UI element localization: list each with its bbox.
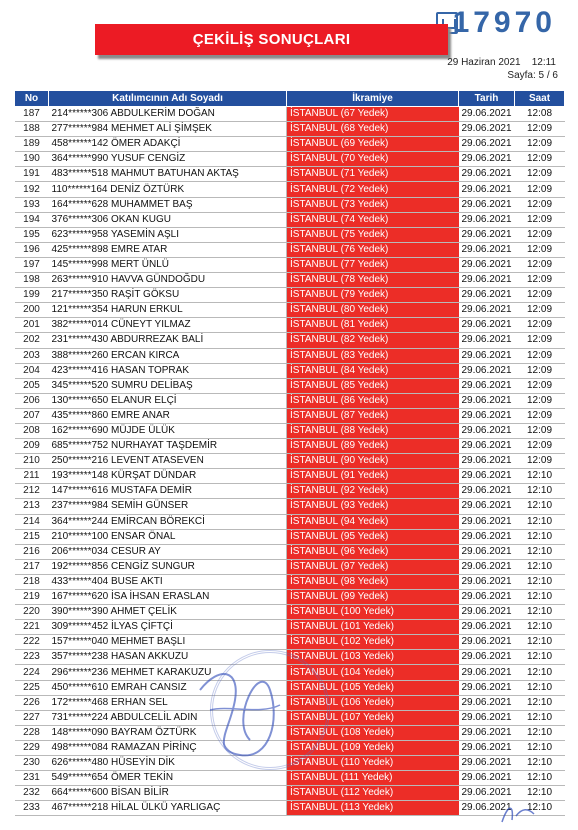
row-date: 29.06.2021 (459, 514, 515, 529)
row-prize: İSTANBUL (101 Yedek) (287, 620, 459, 635)
row-time: 12:09 (515, 227, 565, 242)
print-date: 29 Haziran 2021 (447, 57, 521, 68)
table-row (15, 167, 565, 182)
row-time: 12:09 (515, 122, 565, 137)
row-participant: 110******164 DENİZ ÖZTÜRK (49, 182, 287, 197)
row-no: 216 (15, 544, 49, 559)
row-participant: 390******390 AHMET ÇELİK (49, 605, 287, 620)
table-row (15, 137, 565, 152)
row-time: 12:09 (515, 182, 565, 197)
table-row (15, 574, 565, 589)
table-row (15, 529, 565, 544)
row-prize: İSTANBUL (86 Yedek) (287, 393, 459, 408)
row-no: 232 (15, 786, 49, 801)
print-time: 12:11 (531, 57, 556, 68)
row-participant: 147******616 MUSTAFA DEMİR (49, 484, 287, 499)
row-prize: İSTANBUL (81 Yedek) (287, 318, 459, 333)
row-no: 204 (15, 363, 49, 378)
row-participant: 731******224 ABDULCELİL ADIN (49, 710, 287, 725)
row-participant: 549******654 ÖMER TEKİN (49, 771, 287, 786)
row-prize: İSTANBUL (85 Yedek) (287, 378, 459, 393)
row-time: 12:10 (515, 605, 565, 620)
row-participant: 498******084 RAMAZAN PİRİNÇ (49, 740, 287, 755)
row-date: 29.06.2021 (459, 212, 515, 227)
row-participant: 277******984 MEHMET ALİ ŞİMŞEK (49, 122, 287, 137)
signature-mark (180, 660, 300, 770)
row-prize: İSTANBUL (94 Yedek) (287, 514, 459, 529)
table-row (15, 273, 565, 288)
row-prize: İSTANBUL (77 Yedek) (287, 257, 459, 272)
row-participant: 623******958 YASEMİN AŞLI (49, 227, 287, 242)
row-date: 29.06.2021 (459, 227, 515, 242)
row-no: 230 (15, 756, 49, 771)
row-date: 29.06.2021 (459, 771, 515, 786)
table-row (15, 242, 565, 257)
row-date: 29.06.2021 (459, 756, 515, 771)
row-participant: 210******100 ENSAR ÖNAL (49, 529, 287, 544)
column-header-prize: İkramiye (287, 91, 459, 107)
row-date: 29.06.2021 (459, 695, 515, 710)
row-participant: 376******306 OKAN KUGU (49, 212, 287, 227)
row-participant: 388******260 ERCAN KIRCA (49, 348, 287, 363)
row-prize: İSTANBUL (106 Yedek) (287, 695, 459, 710)
row-time: 12:10 (515, 756, 565, 771)
row-prize: İSTANBUL (110 Yedek) (287, 756, 459, 771)
row-time: 12:09 (515, 378, 565, 393)
row-participant: 192******856 CENGİZ SUNGUR (49, 559, 287, 574)
row-participant: 237******984 SEMİH GÜNSER (49, 499, 287, 514)
row-time: 12:10 (515, 786, 565, 801)
row-time: 12:10 (515, 680, 565, 695)
row-date: 29.06.2021 (459, 740, 515, 755)
row-prize: İSTANBUL (108 Yedek) (287, 725, 459, 740)
row-no: 222 (15, 635, 49, 650)
row-no: 213 (15, 499, 49, 514)
row-time: 12:10 (515, 801, 565, 816)
row-participant: 145******998 MERT ÜNLÜ (49, 257, 287, 272)
row-no: 218 (15, 574, 49, 589)
table-row (15, 484, 565, 499)
row-date: 29.06.2021 (459, 635, 515, 650)
table-row (15, 514, 565, 529)
initials-mark (500, 802, 540, 826)
row-no: 223 (15, 650, 49, 665)
row-time: 12:09 (515, 348, 565, 363)
row-prize: İSTANBUL (69 Yedek) (287, 137, 459, 152)
row-participant: 157******040 MEHMET BAŞLI (49, 635, 287, 650)
row-prize: İSTANBUL (83 Yedek) (287, 348, 459, 363)
row-date: 29.06.2021 (459, 242, 515, 257)
table-row (15, 801, 565, 816)
row-prize: İSTANBUL (102 Yedek) (287, 635, 459, 650)
row-prize: İSTANBUL (104 Yedek) (287, 665, 459, 680)
row-date: 29.06.2021 (459, 378, 515, 393)
row-prize: İSTANBUL (84 Yedek) (287, 363, 459, 378)
row-prize: İSTANBUL (67 Yedek) (287, 107, 459, 122)
row-participant: 162******690 MÜJDE ÜLÜK (49, 423, 287, 438)
row-prize: İSTANBUL (80 Yedek) (287, 303, 459, 318)
row-date: 29.06.2021 (459, 393, 515, 408)
row-no: 193 (15, 197, 49, 212)
row-date: 29.06.2021 (459, 786, 515, 801)
row-time: 12:09 (515, 242, 565, 257)
row-participant: 250******216 LEVENT ATASEVEN (49, 454, 287, 469)
row-time: 12:09 (515, 257, 565, 272)
row-no: 188 (15, 122, 49, 137)
row-time: 12:10 (515, 665, 565, 680)
row-prize: İSTANBUL (97 Yedek) (287, 559, 459, 574)
row-participant: 214******306 ABDULKERİM DOĞAN (49, 107, 287, 122)
row-date: 29.06.2021 (459, 499, 515, 514)
row-time: 12:09 (515, 167, 565, 182)
row-no: 196 (15, 242, 49, 257)
row-date: 29.06.2021 (459, 590, 515, 605)
row-no: 221 (15, 620, 49, 635)
row-prize: İSTANBUL (73 Yedek) (287, 197, 459, 212)
row-prize: İSTANBUL (99 Yedek) (287, 590, 459, 605)
row-no: 211 (15, 469, 49, 484)
row-time: 12:10 (515, 695, 565, 710)
row-no: 197 (15, 257, 49, 272)
table-row (15, 771, 565, 786)
row-time: 12:09 (515, 273, 565, 288)
row-no: 224 (15, 665, 49, 680)
row-no: 205 (15, 378, 49, 393)
row-no: 202 (15, 333, 49, 348)
row-date: 29.06.2021 (459, 544, 515, 559)
row-time: 12:09 (515, 212, 565, 227)
row-no: 228 (15, 725, 49, 740)
row-prize: İSTANBUL (96 Yedek) (287, 544, 459, 559)
row-date: 29.06.2021 (459, 469, 515, 484)
row-participant: 357******238 HASAN AKKUZU (49, 650, 287, 665)
row-participant: 231******430 ABDURREZAK BALİ (49, 333, 287, 348)
page-indicator: Sayfa: 5 / 6 (507, 70, 558, 81)
table-row (15, 605, 565, 620)
row-time: 12:09 (515, 439, 565, 454)
row-date: 29.06.2021 (459, 182, 515, 197)
row-prize: İSTANBUL (111 Yedek) (287, 771, 459, 786)
row-time: 12:09 (515, 393, 565, 408)
row-time: 12:10 (515, 484, 565, 499)
row-participant: 193******148 KÜRŞAT DÜNDAR (49, 469, 287, 484)
row-no: 229 (15, 740, 49, 755)
row-prize: İSTANBUL (95 Yedek) (287, 529, 459, 544)
row-date: 29.06.2021 (459, 801, 515, 816)
row-date: 29.06.2021 (459, 408, 515, 423)
row-time: 12:10 (515, 590, 565, 605)
row-time: 12:09 (515, 137, 565, 152)
row-prize: İSTANBUL (98 Yedek) (287, 574, 459, 589)
row-date: 29.06.2021 (459, 650, 515, 665)
row-no: 220 (15, 605, 49, 620)
row-prize: İSTANBUL (78 Yedek) (287, 273, 459, 288)
row-prize: İSTANBUL (107 Yedek) (287, 710, 459, 725)
row-date: 29.06.2021 (459, 710, 515, 725)
row-participant: 626******480 HÜSEYİN DİK (49, 756, 287, 771)
row-no: 187 (15, 107, 49, 122)
row-participant: 483******518 MAHMUT BATUHAN AKTAŞ (49, 167, 287, 182)
row-time: 12:09 (515, 288, 565, 303)
row-prize: İSTANBUL (112 Yedek) (287, 786, 459, 801)
row-no: 208 (15, 423, 49, 438)
row-date: 29.06.2021 (459, 605, 515, 620)
row-prize: İSTANBUL (91 Yedek) (287, 469, 459, 484)
row-time: 12:09 (515, 423, 565, 438)
table-row (15, 439, 565, 454)
row-time: 12:09 (515, 454, 565, 469)
row-no: 200 (15, 303, 49, 318)
row-participant: 664******600 BİSAN BİLİR (49, 786, 287, 801)
row-time: 12:10 (515, 574, 565, 589)
row-no: 191 (15, 167, 49, 182)
table-row (15, 423, 565, 438)
table-row (15, 197, 565, 212)
row-no: 215 (15, 529, 49, 544)
row-date: 29.06.2021 (459, 197, 515, 212)
row-time: 12:10 (515, 469, 565, 484)
row-prize: İSTANBUL (113 Yedek) (287, 801, 459, 816)
row-no: 192 (15, 182, 49, 197)
row-participant: 172******468 ERHAN SEL (49, 695, 287, 710)
table-row (15, 107, 565, 122)
table-row (15, 152, 565, 167)
row-prize: İSTANBUL (72 Yedek) (287, 182, 459, 197)
table-row (15, 786, 565, 801)
table-row (15, 333, 565, 348)
row-time: 12:10 (515, 650, 565, 665)
row-participant: 382******014 CÜNEYT YILMAZ (49, 318, 287, 333)
row-no: 199 (15, 288, 49, 303)
row-participant: 296******236 MEHMET KARAKUZU (49, 665, 287, 680)
table-row (15, 590, 565, 605)
row-no: 189 (15, 137, 49, 152)
row-prize: İSTANBUL (109 Yedek) (287, 740, 459, 755)
row-time: 12:10 (515, 529, 565, 544)
column-header-time: Saat (515, 91, 565, 107)
table-row (15, 303, 565, 318)
row-no: 214 (15, 514, 49, 529)
row-date: 29.06.2021 (459, 559, 515, 574)
row-time: 12:09 (515, 318, 565, 333)
table-row (15, 544, 565, 559)
row-date: 29.06.2021 (459, 574, 515, 589)
row-time: 12:10 (515, 710, 565, 725)
row-no: 195 (15, 227, 49, 242)
row-participant: 685******752 NURHAYAT TAŞDEMİR (49, 439, 287, 454)
table-row (15, 469, 565, 484)
row-no: 209 (15, 439, 49, 454)
table-row (15, 348, 565, 363)
row-prize: İSTANBUL (87 Yedek) (287, 408, 459, 423)
row-participant: 130******650 ELANUR ELÇİ (49, 393, 287, 408)
row-time: 12:09 (515, 408, 565, 423)
row-date: 29.06.2021 (459, 137, 515, 152)
table-row (15, 363, 565, 378)
row-prize: İSTANBUL (90 Yedek) (287, 454, 459, 469)
row-no: 233 (15, 801, 49, 816)
row-participant: 467******218 HİLAL ÜLKÜ YARLIGAÇ (49, 801, 287, 816)
row-date: 29.06.2021 (459, 439, 515, 454)
table-row (15, 499, 565, 514)
row-participant: 345******520 SUMRU DELİBAŞ (49, 378, 287, 393)
row-date: 29.06.2021 (459, 348, 515, 363)
table-row (15, 559, 565, 574)
row-prize: İSTANBUL (79 Yedek) (287, 288, 459, 303)
table-row (15, 212, 565, 227)
row-no: 219 (15, 590, 49, 605)
row-prize: İSTANBUL (89 Yedek) (287, 439, 459, 454)
table-row (15, 182, 565, 197)
row-prize: İSTANBUL (100 Yedek) (287, 605, 459, 620)
row-date: 29.06.2021 (459, 273, 515, 288)
row-time: 12:09 (515, 303, 565, 318)
title-banner (95, 24, 448, 55)
row-participant: 364******244 EMİRCAN BÖREKCİ (49, 514, 287, 529)
table-row (15, 393, 565, 408)
row-time: 12:09 (515, 197, 565, 212)
row-participant: 206******034 CESUR AY (49, 544, 287, 559)
column-header-no: No (15, 91, 49, 107)
page-title: ÇEKİLİŞ SONUÇLARI (192, 31, 351, 48)
row-no: 207 (15, 408, 49, 423)
row-no: 212 (15, 484, 49, 499)
row-no: 231 (15, 771, 49, 786)
row-participant: 364******990 YUSUF CENGİZ (49, 152, 287, 167)
table-row (15, 318, 565, 333)
row-time: 12:10 (515, 544, 565, 559)
row-participant: 433******404 BUSE AKTI (49, 574, 287, 589)
row-prize: İSTANBUL (103 Yedek) (287, 650, 459, 665)
row-participant: 167******620 İSA İHSAN ERASLAN (49, 590, 287, 605)
row-no: 217 (15, 559, 49, 574)
table-row (15, 378, 565, 393)
row-participant: 263******910 HAVVA GÜNDOĞDU (49, 273, 287, 288)
row-no: 198 (15, 273, 49, 288)
row-prize: İSTANBUL (92 Yedek) (287, 484, 459, 499)
row-prize: İSTANBUL (71 Yedek) (287, 167, 459, 182)
row-participant: 309******452 İLYAS ÇİFTÇİ (49, 620, 287, 635)
table-row (15, 454, 565, 469)
row-date: 29.06.2021 (459, 257, 515, 272)
row-participant: 148******090 BAYRAM ÖZTÜRK (49, 725, 287, 740)
row-prize: İSTANBUL (75 Yedek) (287, 227, 459, 242)
row-prize: İSTANBUL (74 Yedek) (287, 212, 459, 227)
row-time: 12:10 (515, 499, 565, 514)
row-date: 29.06.2021 (459, 167, 515, 182)
row-time: 12:10 (515, 725, 565, 740)
table-row (15, 257, 565, 272)
table-row (15, 620, 565, 635)
row-participant: 164******628 MUHAMMET BAŞ (49, 197, 287, 212)
row-participant: 435******860 EMRE ANAR (49, 408, 287, 423)
row-participant: 121******354 HARUN ERKUL (49, 303, 287, 318)
row-no: 227 (15, 710, 49, 725)
row-prize: İSTANBUL (93 Yedek) (287, 499, 459, 514)
row-no: 201 (15, 318, 49, 333)
print-datetime (447, 57, 556, 68)
row-prize: İSTANBUL (105 Yedek) (287, 680, 459, 695)
row-time: 12:10 (515, 771, 565, 786)
row-prize: İSTANBUL (70 Yedek) (287, 152, 459, 167)
row-participant: 217******350 RAŞİT GÖKSU (49, 288, 287, 303)
row-time: 12:09 (515, 152, 565, 167)
row-date: 29.06.2021 (459, 333, 515, 348)
row-no: 206 (15, 393, 49, 408)
column-header-date: Tarih (459, 91, 515, 107)
table-row (15, 288, 565, 303)
row-date: 29.06.2021 (459, 423, 515, 438)
row-no: 194 (15, 212, 49, 227)
row-date: 29.06.2021 (459, 529, 515, 544)
row-date: 29.06.2021 (459, 454, 515, 469)
row-time: 12:09 (515, 333, 565, 348)
row-date: 29.06.2021 (459, 107, 515, 122)
table-row (15, 227, 565, 242)
row-date: 29.06.2021 (459, 665, 515, 680)
row-date: 29.06.2021 (459, 363, 515, 378)
row-time: 12:10 (515, 559, 565, 574)
row-participant: 423******416 HASAN TOPRAK (49, 363, 287, 378)
table-row (15, 635, 565, 650)
row-time: 12:08 (515, 107, 565, 122)
row-time: 12:10 (515, 620, 565, 635)
row-time: 12:09 (515, 363, 565, 378)
row-date: 29.06.2021 (459, 288, 515, 303)
table-row (15, 122, 565, 137)
row-no: 203 (15, 348, 49, 363)
row-date: 29.06.2021 (459, 318, 515, 333)
row-date: 29.06.2021 (459, 725, 515, 740)
table-row (15, 408, 565, 423)
row-participant: 450******610 EMRAH CANSIZ (49, 680, 287, 695)
table-header-row (15, 91, 565, 107)
row-date: 29.06.2021 (459, 303, 515, 318)
row-no: 190 (15, 152, 49, 167)
row-date: 29.06.2021 (459, 152, 515, 167)
row-no: 226 (15, 695, 49, 710)
row-participant: 458******142 ÖMER ADAKÇİ (49, 137, 287, 152)
row-participant: 425******898 EMRE ATAR (49, 242, 287, 257)
row-prize: İSTANBUL (88 Yedek) (287, 423, 459, 438)
row-no: 225 (15, 680, 49, 695)
column-header-name: Katılımcının Adı Soyadı (49, 91, 287, 107)
row-date: 29.06.2021 (459, 620, 515, 635)
document-number: 17970 (452, 6, 556, 39)
row-prize: İSTANBUL (76 Yedek) (287, 242, 459, 257)
row-date: 29.06.2021 (459, 680, 515, 695)
row-prize: İSTANBUL (82 Yedek) (287, 333, 459, 348)
row-date: 29.06.2021 (459, 122, 515, 137)
row-prize: İSTANBUL (68 Yedek) (287, 122, 459, 137)
row-time: 12:10 (515, 635, 565, 650)
row-time: 12:10 (515, 740, 565, 755)
row-date: 29.06.2021 (459, 484, 515, 499)
row-time: 12:10 (515, 514, 565, 529)
row-no: 210 (15, 454, 49, 469)
